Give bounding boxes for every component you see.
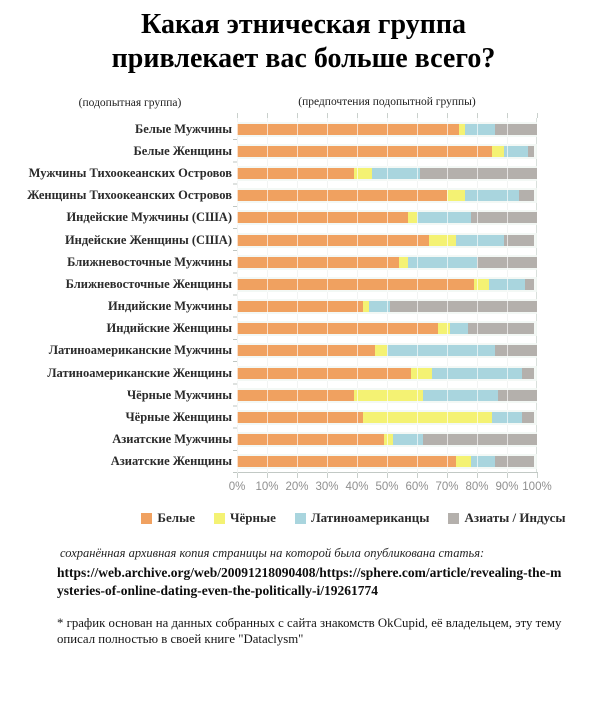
bar-segment-white [237, 168, 354, 179]
bar-segment-latino [372, 168, 420, 179]
bar-segment-black [354, 168, 372, 179]
bar-segment-black [399, 257, 408, 268]
legend-label: Азиаты / Индусы [464, 510, 566, 525]
source-footnote: * график основан на данных собранных с сайта знакомств OkCupid, её владельцем, эту тему описал полностью в своей книге "Dataclysm" [57, 616, 562, 646]
bar-segment-white [237, 390, 354, 401]
x-axis-tick-label: 60% [405, 481, 429, 493]
bar-segment-latino [423, 390, 498, 401]
legend-item-asian [448, 510, 565, 526]
x-axis-tick-labels [228, 481, 552, 497]
x-axis-tick-label: 50% [375, 481, 399, 493]
bar-segment-asian [525, 279, 534, 290]
legend-label: Чёрные [230, 510, 276, 525]
bar-segment-latino [465, 124, 495, 135]
category-label: Индийские Женщины [106, 321, 232, 336]
category-label: Латиноамериканские Женщины [47, 365, 232, 380]
legend-item-white [141, 510, 195, 526]
bar-segment-asian [522, 412, 534, 423]
stacked-bar [237, 368, 537, 379]
legend-item-black [214, 510, 276, 526]
bar-segment-latino [432, 368, 522, 379]
x-axis-tick-label: 70% [435, 481, 459, 493]
stacked-bar [237, 456, 537, 467]
bar-segment-asian [420, 168, 537, 179]
bar-segment-black [354, 390, 423, 401]
stacked-bar [237, 434, 537, 445]
bar-segment-white [237, 190, 447, 201]
legend-label: Белые [157, 510, 195, 525]
bar-segment-asian [423, 434, 537, 445]
bar-segment-asian [477, 257, 537, 268]
legend-label: Латиноамериканцы [310, 510, 430, 525]
category-label: Мужчины Тихоокеанских Островов [28, 165, 232, 180]
stacked-bar [237, 124, 537, 135]
legend-swatch-black [214, 513, 225, 524]
bar-segment-asian [390, 301, 537, 312]
bar-segment-black [411, 368, 432, 379]
x-axis-tick-label: 90% [495, 481, 519, 493]
bar-segment-latino [450, 323, 468, 334]
x-axis-tick-label: 10% [255, 481, 279, 493]
row-band [237, 255, 537, 270]
category-label: Ближневосточные Мужчины [67, 254, 232, 269]
bar-segment-asian [495, 124, 537, 135]
bar-segment-white [237, 368, 411, 379]
legend [100, 510, 607, 526]
bar-segment-latino [456, 235, 504, 246]
chart-title-line2: привлекает вас больше всего? [111, 43, 496, 74]
bar-segment-asian [522, 368, 534, 379]
bar-segment-asian [504, 235, 534, 246]
bar-segment-white [237, 124, 459, 135]
stacked-bar [237, 235, 537, 246]
bar-segment-latino [471, 456, 495, 467]
chart-row [237, 296, 537, 318]
bar-segment-white [237, 257, 399, 268]
bar-segment-white [237, 434, 384, 445]
bar-segment-white [237, 345, 375, 356]
bar-segment-black [363, 412, 492, 423]
bar-segment-latino [387, 345, 495, 356]
x-axis-tick-label: 0% [228, 481, 246, 493]
stacked-bar [237, 323, 537, 334]
bar-rows [237, 118, 537, 473]
category-label: Женщины Тихоокеанских Островов [27, 188, 232, 203]
bar-segment-black [408, 212, 417, 223]
stacked-bar [237, 412, 537, 423]
row-band [237, 122, 537, 137]
bar-segment-latino [504, 146, 528, 157]
category-label: Чёрные Женщины [125, 410, 232, 425]
chart-row [237, 251, 537, 273]
stacked-bar [237, 190, 537, 201]
bar-segment-white [237, 146, 492, 157]
stacked-bar [237, 279, 537, 290]
category-label: Белые Женщины [133, 143, 232, 158]
row-band [237, 210, 537, 225]
stacked-bar [237, 257, 537, 268]
row-band [237, 233, 537, 248]
bar-segment-black [447, 190, 465, 201]
bar-segment-white [237, 279, 474, 290]
row-band [237, 343, 537, 358]
legend-swatch-white [141, 513, 152, 524]
bar-segment-asian [495, 345, 537, 356]
bar-segment-latino [417, 212, 471, 223]
bar-segment-black [375, 345, 387, 356]
chart-row [237, 340, 537, 362]
category-label: Ближневосточные Женщины [65, 276, 232, 291]
bar-segment-white [237, 323, 438, 334]
chart-row [237, 429, 537, 451]
x-axis-tick-label: 20% [285, 481, 309, 493]
chart-row [237, 229, 537, 251]
bar-segment-asian [495, 456, 534, 467]
bar-segment-latino [465, 190, 519, 201]
bar-segment-asian [498, 390, 537, 401]
x-axis-tick-label: 80% [465, 481, 489, 493]
category-label: Индейские Женщины (США) [64, 232, 232, 247]
row-band [237, 166, 537, 181]
bar-segment-white [237, 412, 363, 423]
category-label: Чёрные Мужчины [127, 387, 232, 402]
stacked-bar [237, 212, 537, 223]
bar-segment-latino [369, 301, 390, 312]
row-band [237, 432, 537, 447]
stacked-bar [237, 390, 537, 401]
chart-row [237, 406, 537, 428]
chart-title-line1: Какая этническая группа [141, 9, 466, 40]
bar-segment-black [438, 323, 450, 334]
legend-swatch-asian [448, 513, 459, 524]
category-labels [0, 118, 232, 473]
stacked-bar [237, 146, 537, 157]
bar-segment-white [237, 301, 363, 312]
legend-item-latino [295, 510, 430, 526]
x-axis-ticks [237, 473, 538, 478]
category-label: Азиатские Женщины [110, 454, 232, 469]
stacked-bar [237, 301, 537, 312]
category-label: Азиатские Мужчины [112, 432, 232, 447]
category-label: Латиноамериканские Мужчины [48, 343, 232, 358]
row-band [237, 277, 537, 292]
bar-segment-latino [393, 434, 423, 445]
row-band [237, 410, 537, 425]
bar-segment-black [492, 146, 504, 157]
row-band [237, 321, 537, 336]
chart-row [237, 162, 537, 184]
bar-segment-white [237, 212, 408, 223]
bar-segment-black [429, 235, 456, 246]
chart-row [237, 273, 537, 295]
legend-swatch-latino [295, 513, 306, 524]
row-band [237, 388, 537, 403]
stacked-bar [237, 345, 537, 356]
bar-segment-asian [471, 212, 537, 223]
category-label: Индийские Мужчины [108, 299, 232, 314]
chart-row [237, 207, 537, 229]
archive-note: сохранённая архивная копия страницы на которой была опубликована статья: [60, 546, 485, 560]
column-header-preferences: (предпочтения подопытной группы) [298, 96, 476, 108]
chart-row [237, 362, 537, 384]
bar-segment-black [384, 434, 393, 445]
row-band [237, 188, 537, 203]
bar-segment-asian [519, 190, 534, 201]
chart-row [237, 451, 537, 473]
category-label: Белые Мужчины [135, 121, 232, 136]
row-band [237, 299, 537, 314]
x-axis-tick-label: 100% [522, 481, 552, 493]
bar-segment-latino [408, 257, 477, 268]
category-label: Индейские Мужчины (США) [66, 210, 232, 225]
x-axis-tick-label: 40% [345, 481, 369, 493]
chart-title [0, 8, 607, 76]
row-band [237, 366, 537, 381]
stacked-bar [237, 168, 537, 179]
archive-url: https://web.archive.org/web/20091218090408/https://sphere.com/article/revealing-the-mysteries-of-online-dating-even-the-politically-i/19261774 [57, 565, 562, 598]
bar-segment-white [237, 456, 456, 467]
chart-row [237, 384, 537, 406]
bar-segment-asian [528, 146, 534, 157]
bar-segment-latino [492, 412, 522, 423]
plot-area [237, 118, 537, 473]
bar-segment-black [474, 279, 489, 290]
chart-row [237, 185, 537, 207]
row-band [237, 454, 537, 469]
bar-segment-asian [468, 323, 534, 334]
chart-row [237, 140, 537, 162]
bar-segment-white [237, 235, 429, 246]
chart-row [237, 318, 537, 340]
x-axis-tick-label: 30% [315, 481, 339, 493]
bar-segment-black [456, 456, 471, 467]
bar-segment-latino [489, 279, 525, 290]
column-header-subject-group: (подопытная группа) [78, 97, 182, 109]
row-band [237, 144, 537, 159]
chart-row [237, 118, 537, 140]
